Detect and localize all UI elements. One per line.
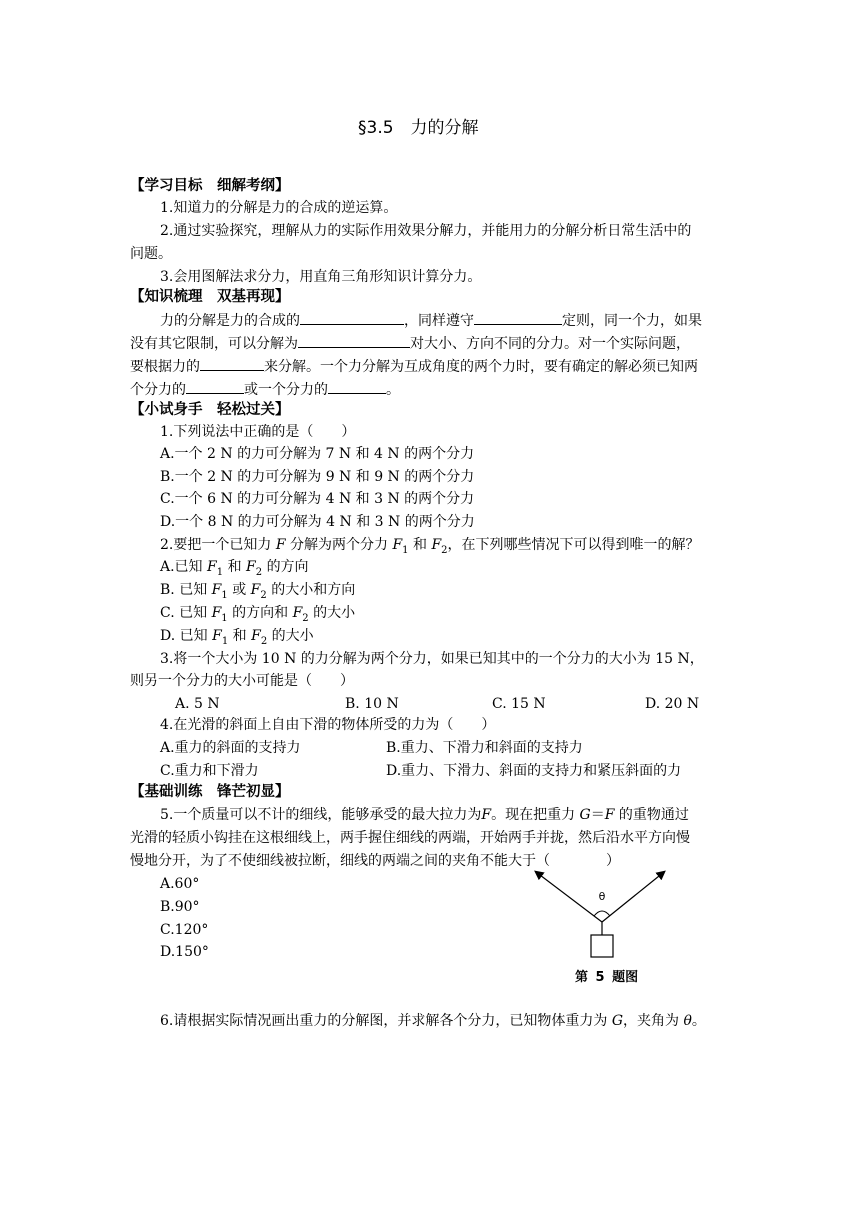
question-1-option-a: A.一个 2 N 的力可分解为 7 N 和 4 N 的两个分力: [160, 446, 475, 462]
blank-3[interactable]: [298, 333, 410, 348]
goal-1: 1.知道力的分解是力的合成的逆运算。: [160, 200, 398, 216]
question-5-option-b: B.90°: [160, 899, 200, 915]
question-4-option-d: D.重力、下滑力、斜面的支持力和紧压斜面的力: [386, 763, 682, 779]
question-1-option-b: B.一个 2 N 的力可分解为 9 N 和 9 N 的两个分力: [160, 469, 475, 485]
question-1-option-d: D.一个 8 N 的力可分解为 4 N 和 3 N 的两个分力: [160, 514, 475, 530]
blank-5[interactable]: [186, 379, 244, 394]
question-2: 2.要把一个已知力 F 分解为两个分力 $F_1$ 和 $F_2$，在下列哪些情况下可以得到唯一的解？: [160, 537, 700, 556]
section-heading-quick-test: 【小试身手 轻松过关】: [130, 402, 290, 418]
question-5-option-a: A.60°: [160, 876, 200, 892]
question-2-option-d: D. 已知 $F_1$ 和 $F_2$ 的大小: [160, 628, 314, 647]
angle-arc: [594, 911, 610, 916]
question-4: 4.在光滑的斜面上自由下滑的物体所受的力为（ ）: [160, 717, 496, 733]
blank-6[interactable]: [328, 379, 386, 394]
question-4-option-a: A.重力的斜面的支持力: [160, 740, 301, 756]
blank-4[interactable]: [200, 356, 264, 371]
question-3-option-b: B. 10 N: [345, 696, 399, 712]
section-heading-learning-goals: 【学习目标 细解考纲】: [130, 178, 290, 194]
figure-caption: 第 5 题图: [575, 970, 639, 985]
blank-2[interactable]: [474, 310, 562, 325]
page-title: §3.5 力的分解: [358, 118, 479, 138]
theta-label: θ: [598, 890, 606, 903]
question-3-option-c: C. 15 N: [492, 696, 546, 712]
knowledge-line-1: 力的分解是力的合成的 ，同样遵守 定则，同一个力，如果: [160, 310, 702, 331]
goal-3: 3.会用图解法求分力，用直角三角形知识计算分力。: [160, 269, 482, 285]
goal-2-line-1: 2.通过实验探究，理解从力的实际作用效果分解力，并能用力的分解分析日常生活中的: [160, 223, 692, 239]
section-heading-knowledge: 【知识梳理 双基再现】: [130, 289, 290, 305]
question-4-option-b: B.重力、下滑力和斜面的支持力: [386, 740, 583, 756]
knowledge-line-3: 要根据力的 来分解。一个力分解为互成角度的两个力时，要有确定的解必须已知两: [130, 356, 698, 377]
question-1: 1.下列说法中正确的是（ ）: [160, 424, 356, 440]
weight-block: [591, 935, 613, 957]
question-3-line-1: 3.将一个大小为 10 N 的力分解为两个分力，如果已知其中的一个分力的大小为 15 N，: [160, 651, 704, 667]
knowledge-line-2: 没有其它限制，可以分解为 对大小、方向不同的分力。对一个实际问题，: [130, 333, 690, 354]
section-heading-basic-training: 【基础训练 锋芒初显】: [130, 784, 290, 800]
question-5-option-c: C.120°: [160, 922, 209, 938]
question-5-line-3: 慢地分开，为了不使细线被拉断，细线的两端之间的夹角不能大于（ ）: [130, 853, 620, 869]
question-3-option-d: D. 20 N: [645, 696, 700, 712]
question-2-option-b: B. 已知 $F_1$ 或 $F_2$ 的大小和方向: [160, 582, 356, 601]
right-string-arrow: [602, 872, 664, 922]
question-5-line-1: 5.一个质量可以不计的细线，能够承受的最大拉力为F。现在把重力 G＝F 的重物通过: [160, 807, 689, 823]
question-3-option-a: A. 5 N: [175, 696, 220, 712]
question-3-line-2: 则另一个分力的大小可能是（ ）: [130, 673, 354, 689]
blank-1[interactable]: [300, 310, 404, 325]
question-4-option-c: C.重力和下滑力: [160, 763, 259, 779]
question-6: 6.请根据实际情况画出重力的分解图，并求解各个分力，已知物体重力为 G，夹角为 θ。: [160, 1013, 706, 1029]
goal-2-line-2: 问题。: [130, 246, 172, 262]
question-2-option-c: C. 已知 $F_1$ 的方向和 $F_2$ 的大小: [160, 605, 356, 624]
question-2-option-a: A.已知 $F_1$ 和 $F_2$ 的方向: [160, 559, 309, 578]
question-5-line-2: 光滑的轻质小钩挂在这根细线上，两手握住细线的两端，开始两手并拢，然后沿水平方向慢: [130, 830, 690, 846]
question-5-option-d: D.150°: [160, 944, 209, 960]
knowledge-line-4: 个分力的 或一个分力的 。: [130, 379, 400, 400]
question-1-option-c: C.一个 6 N 的力可分解为 4 N 和 3 N 的两个分力: [160, 491, 475, 507]
left-string-arrow: [536, 872, 602, 922]
